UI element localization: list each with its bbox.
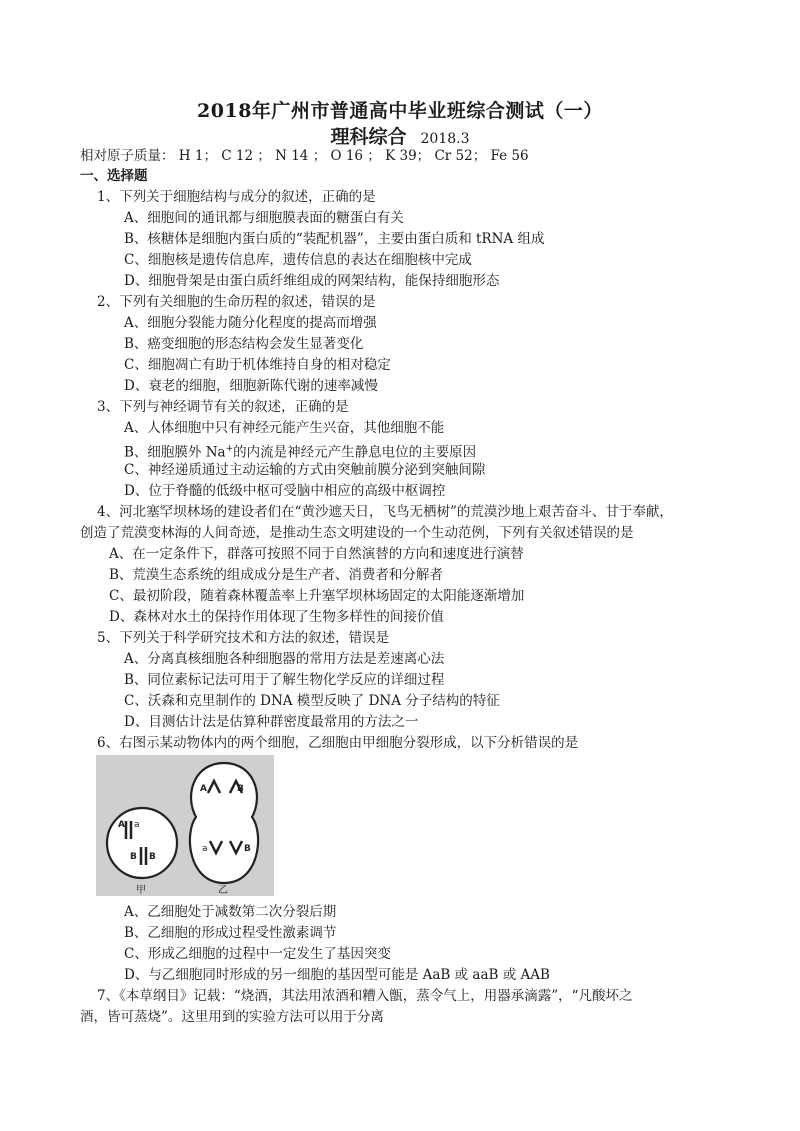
question-6-option-b: B、乙细胞的形成过程受性激素调节 [124,925,337,941]
section-heading: 一、选择题 [80,168,148,184]
question-2-option-a: A、细胞分裂能力随分化程度的提高而增强 [124,315,377,331]
exam-title: 2018年广州市普通高中毕业班综合测试（一） [197,100,603,122]
cell-yi-outline [190,763,258,883]
question-5-option-c: C、沃森和克里制作的 DNA 模型反映了 DNA 分子结构的特征 [124,693,500,709]
atomic-mass-line: 相对原子质量： H 1； C 12 ； N 14 ； O 16 ； K 39； Cr 52； Fe 56 [80,148,529,164]
figure-label-jia: 甲 [136,885,146,896]
question-4-stem-line-2: 创造了荒漠变林海的人间奇迹，是推动生态文明建设的一个生动范例，下列有关叙述错误的是 [80,525,634,541]
question-2-option-c: C、细胞凋亡有助于机体维持自身的相对稳定 [124,357,391,373]
question-6-option-a: A、乙细胞处于减数第二次分裂后期 [124,904,337,920]
question-7-stem-line-1: 7、《本草纲目》记载：“烧酒，其法用浓酒和糟入甑，蒸令气上，用器承滴露”，“凡酸坏之 [97,988,633,1004]
question-5-option-b: B、同位素标记法可用于了解生物化学反应的详细过程 [124,672,445,688]
question-3-option-a: A、人体细胞中只有神经元能产生兴奋，其他细胞不能 [124,420,445,436]
svg-text:A: A [118,820,125,830]
question-4-option-b: B、荒漠生态系统的组成成分是生产者、消费者和分解者 [109,567,443,583]
figure-label-yi: 乙 [218,885,228,896]
question-6-option-d: D、与乙细胞同时形成的另一细胞的基因型可能是 AaB 或 aaB 或 AAB [124,967,550,983]
question-3-option-c: C、神经递质通过主动运输的方式由突触前膜分泌到突触间隙 [124,462,486,478]
question-3-stem: 3、下列与神经调节有关的叙述，正确的是 [97,399,349,415]
question-2-stem: 2、下列有关细胞的生命历程的叙述，错误的是 [97,294,376,310]
question-3-option-d: D、位于脊髓的低级中枢可受脑中相应的高级中枢调控 [124,483,446,499]
question-4-option-a: A、在一定条件下，群落可按照不同于自然演替的方向和速度进行演替 [109,546,524,562]
svg-text:B: B [237,784,244,794]
question-2-option-d: D、衰老的细胞，细胞新陈代谢的速率减慢 [124,378,378,394]
exam-date: 2018.3 [420,131,470,147]
question-6-stem: 6、右图示某动物体内的两个细胞，乙细胞由甲细胞分裂形成，以下分析错误的是 [97,735,579,751]
question-1-option-b: B、核糖体是细胞内蛋白质的“装配机器”，主要由蛋白质和 tRNA 组成 [124,231,545,247]
question-3-option-b [124,439,476,463]
exam-subtitle [0,122,800,149]
question-4-stem-line-1: 4、河北塞罕坝林场的建设者们在“黄沙遮天日，飞鸟无栖树”的荒漠沙地上艰苦奋斗、甘于奉献， [97,504,673,520]
question-5-option-d: D、目测估计法是估算种群密度最常用的方法之一 [124,714,419,730]
question-1-option-d: D、细胞骨架是由蛋白质纤维组成的网架结构，能保持细胞形态 [124,273,500,289]
sodium-superscript: + [225,444,234,454]
cell-division-figure [96,755,274,896]
subject-name: 理科综合 [330,126,407,148]
cell-diagram-svg [96,755,274,896]
cell-jia-outline [107,808,177,878]
question-5-stem: 5、下列关于科学研究技术和方法的叙述，错误是 [97,630,390,646]
svg-text:a: a [134,820,140,830]
svg-text:A: A [200,784,207,794]
question-2-option-b: B、癌变细胞的形态结构会发生显著变化 [124,336,364,352]
question-3-option-b-post: 的内流是神经元产生静息电位的主要原因 [233,444,477,461]
question-1-option-c: C、细胞核是遗传信息库，遗传信息的表达在细胞核中完成 [124,252,472,268]
svg-text:B: B [130,852,137,862]
question-6-option-c: C、形成乙细胞的过程中一定发生了基因突变 [124,946,391,962]
question-4-option-c: C、最初阶段，随着森林覆盖率上升塞罕坝林场固定的太阳能逐渐增加 [109,588,525,604]
svg-text:a: a [202,844,208,854]
svg-text:B: B [244,844,251,854]
question-7-stem-line-2: 酒，皆可蒸烧”。这里用到的实验方法可以用于分离 [80,1009,384,1025]
question-5-option-a: A、分离真核细胞各种细胞器的常用方法是差速离心法 [124,651,445,667]
question-4-option-d: D、森林对水土的保持作用体现了生物多样性的间接价值 [109,609,444,625]
question-3-option-b-pre: B、细胞膜外 Na [124,444,226,461]
svg-text:B: B [149,852,156,862]
question-1-stem: 1、下列关于细胞结构与成分的叙述，正确的是 [97,189,376,205]
question-1-option-a: A、细胞间的通讯都与细胞膜表面的糖蛋白有关 [124,210,404,226]
